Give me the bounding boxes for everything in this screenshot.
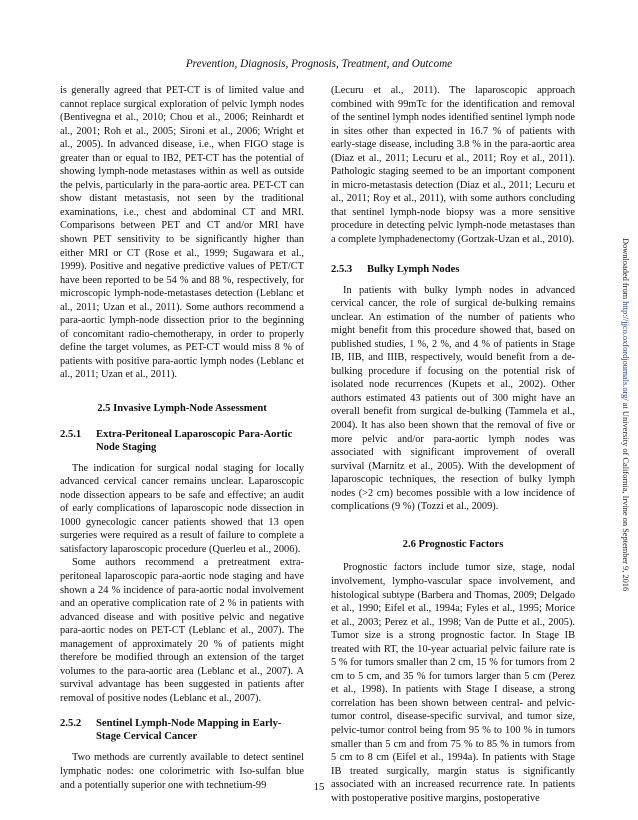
download-watermark [621, 238, 630, 591]
paragraph-pretreatment-staging: Some authors recommend a pretreatment extra-peritoneal laparoscopic para-aortic node staging and have shown a 24 % incidence of para-aortic nodal involvement and an operative complication rate of 2 % in patients with advanced disease and with positive pelvic and negative para-aortic nodes on PET-CT (Leblanc et al., 2007). The management of approximately 20 % of patients might therefore be modified through an extension of the target volumes to the para-aortic area (Leblanc et al., 2007). A survival advantage has been suggested in patients after removal of positive nodes (Leblanc et al., 2007). [60, 557, 304, 704]
paragraph-pet-ct: is generally agreed that PET-CT is of limited value and cannot replace surgical exploration of pelvic lymph nodes (Bentivegna et al., 2010; Chou et al., 2006; Reinhardt et al., 2001; Roh et al., 2005; Sironi et al., 2006; Wright et al., 2005). In advanced disease, i.e., when FIGO stage is greater than or equal to IB2, PET-CT has the potential of showing lymph-node metastases within as well as outside the pelvis, particularly in the para-aortic area. PET-CT can show distant metastasis, not seen by the traditional examinations, i.e., chest and abdominal CT and MRI. Comparisons between PET and CT and/or MRI have shown PET sensitivity to be significantly higher than either MRI or CT (Rose et al., 1999; Sugawara et al., 1999). Positive and negative predictive values of PET/CT have been reported to be 54 % and 88 %, respectively, for microscopic lymph-node-metastases detection (Leblanc et al., 2011; Uzan et al., 2011). Some authors recommend a para-aortic lymph-node dissection prior to the beginning of concomitant radio-chemotherapy, in order to properly define the target volumes, as PET-CT would miss 8 % of patients with positive para-aortic lymph nodes (Leblanc et al., 2011; Uzan et al., 2011). [60, 85, 304, 381]
paragraph-prognostic-factors: Prognostic factors include tumor size, stage, nodal involvement, lympho-vascular space involvement, and histological subtype (Barbera and Thomas, 2009; Delgado et al., 1990; Eifel et al., 1994a; Fyles et al., 1995; Morice et al., 2003; Perez et al., 1998; Van de Putte et al., 2005). Tumor size is a strong prognostic factor. In Stage IB treated with RT, the 10-year actuarial pelvic failure rate is 5 % for tumors smaller than 2 cm, 15 % for tumors from 2 cm to 5 cm, and 35 % for tumors larger than 5 cm (Perez et al., 1998). In patients with Stage I disease, a strong correlation has been shown between central- and pelvic-tumor control, disease-specific survival, and tumor size, pelvic-tumor control being from 95 % to 100 % in tumors smaller than 5 cm and from 75 % to 85 % in tumors from 5 cm to 8 cm (Eifel et al., 1994a). In patients with Stage IB treated surgically, margin status is significantly associated with an increased recurrence rate. In patients with postoperative positive margins, postoperative [331, 562, 575, 804]
section-heading-2-6: 2.6 Prognostic Factors [402, 538, 504, 550]
subsection-title: Bulky Lymph Nodes [367, 263, 460, 275]
journal-link[interactable]: http://jjco.oxfordjournals.org/ [621, 301, 630, 401]
subsection-heading-2-5-2 [60, 717, 304, 743]
subsection-number: 2.5.1 [60, 428, 82, 440]
page-number: 15 [313, 781, 325, 793]
running-header: Prevention, Diagnosis, Prognosis, Treatment, and Outcome [185, 58, 453, 70]
watermark-prefix: Downloaded from [621, 238, 630, 302]
subsection-heading-2-5-1 [60, 428, 304, 454]
subsection-number: 2.5.3 [331, 263, 353, 275]
watermark-suffix: at University of California, Irvine on September 9, 2016 [621, 400, 630, 592]
paragraph-bulky-nodes: In patients with bulky lymph nodes in advanced cervical cancer, the role of surgical de-bulking remains unclear. An estimation of the number of patients who might benefit from this procedure showed that, based on published studies, 1 %, 2 %, and 4 % of patients in Stage IB, IIB, and IIIB, respectively, would benefit from a de-bulking procedure if focusing on the potential risk of isolated node recurrences (Kupets et al., 2002). Other authors estimated 43 patients out of 300 might have an overall benefit from surgical de-bulking (Tammela et al., 2004). It has also been shown that the removal of five or more pelvic and/or para-aortic lymph nodes was associated with significant improvement of overall survival (Marnitz et al., 2005). With the development of laparoscopic techniques, the resection of bulky lymph nodes (>2 cm) becomes possible with a low incidence of complications (9 %) (Tozzi et al., 2009). [331, 284, 575, 513]
subsection-heading-2-5-3 [331, 263, 575, 276]
subsection-title: Extra-Peritoneal Laparoscopic Para-Aortic Node Staging [96, 428, 293, 453]
subsection-number: 2.5.2 [60, 718, 82, 730]
right-column [331, 84, 575, 805]
paragraph-surgical-staging: The indication for surgical nodal staging for locally advanced cervical cancer remains unclear. Laparoscopic node dissection appears to be safe and effective; an audit of early complications of laparoscopic node dissection in 1000 gynecologic cancer patients showed that 13 open surgeries were required as a result of failure to complete a satisfactory laparoscopic procedure (Querleu et al., 2006). [60, 462, 304, 555]
section-heading-2-5: 2.5 Invasive Lymph-Node Assessment [97, 403, 267, 415]
paragraph-laparoscopic-approach: (Lecuru et al., 2011). The laparoscopic approach combined with 99mTc for the identification and removal of the sentinel lymph nodes identified sentinel lymph node in sites other than expected in 16.7 % of patients with early-stage disease, including 3.8 % in the para-aortic area (Diaz et al., 2011; Lecuru et al., 2011; Roy et al., 2011). Pathologic staging seemed to be an important component in micro-metastasis detection (Diaz et al., 2011; Lecuru et al., 2011; Roy et al., 2011), with some authors concluding that sentinel lymph-node biopsy was a more sensitive procedure in detecting pelvic lymph-node metastases than a complete lymphadenectomy (Gortzak-Uzan et al., 2010). [331, 85, 575, 246]
subsection-title: Sentinel Lymph-Node Mapping in Early-Stage Cervical Cancer [96, 718, 282, 743]
left-column [60, 84, 304, 792]
paragraph-sentinel-methods: Two methods are currently available to detect sentinel lymphatic nodes: one colorimetric with Iso-sulfan blue and a potentially superior one with technetium-99 [60, 752, 304, 791]
